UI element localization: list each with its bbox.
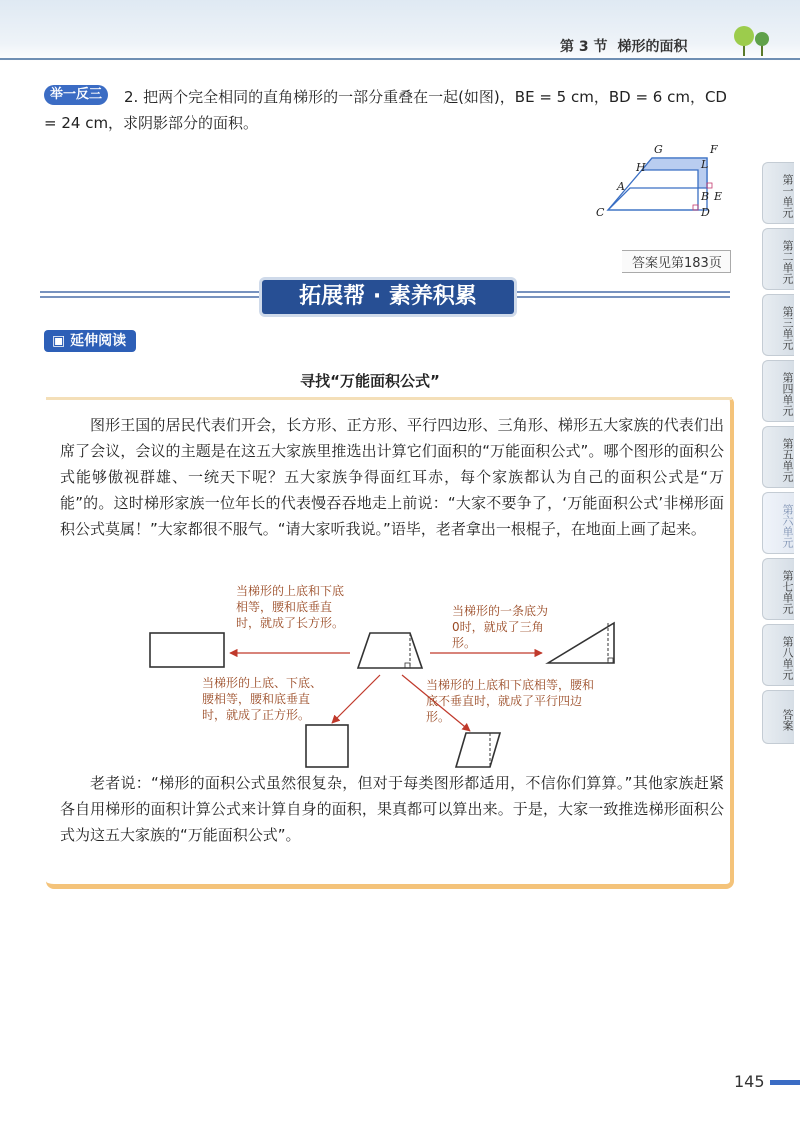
practice-badge: 举一反三 <box>44 85 108 105</box>
label-H: H <box>636 161 646 174</box>
unit-tab-6[interactable]: 第六单元 <box>762 492 794 554</box>
trapezoid-shape <box>358 633 422 668</box>
square-shape <box>306 725 348 767</box>
triangle-shape <box>548 623 614 663</box>
triangle-note: 当梯形的一条底为0时，就成了三角形。 <box>452 604 549 650</box>
reading-box-top-border <box>46 397 732 400</box>
book-icon: ▣ <box>52 333 71 349</box>
label-F: F <box>710 143 718 156</box>
rectangle-note: 当梯形的上底和下底相等，腰和底垂直时，就成了长方形。 <box>236 584 345 630</box>
section-number: 第 3 节 <box>560 39 608 55</box>
label-C: C <box>596 206 605 219</box>
unit-tab-3[interactable]: 第三单元 <box>762 294 794 356</box>
section-banner: 拓展帮 · 素养积累 <box>262 280 514 314</box>
reading-paragraph-2: 老者说：“梯形的面积公式虽然很复杂，但对于每类图形都适用，不信你们算算。”其他家族赶紧各自用梯形的面积计算公式来计算自身的面积，果真都可以算出来。于是，大家一致推选梯形面积公式为这五大家族的“万能面积公式”。 <box>60 774 724 844</box>
label-E: E <box>714 190 723 203</box>
reading-paragraph-1: 图形王国的居民代表们开会，长方形、正方形、平行四边形、三角形、梯形五大家族的代表们出席了会议，会议的主题是在这五大家族里推选出计算它们面积的“万能面积公式”。哪个图形的面积公式能够傲视群雄、一统天下呢？五大家族争得面红耳赤，每个家族都认为自己的面积公式是“万能”的。这时梯形家族一位年长的代表慢吞吞地走上前说：“大家不要争了，‘万能面积公式’非梯形面积公式莫属！”大家都很不服气。“请大家听我说。”语毕，老者拿出一根棍子，在地面上画了起来。 <box>60 416 724 538</box>
header-rule <box>0 58 800 60</box>
article-title: 寻找“万能面积公式” <box>300 372 440 390</box>
chapter-header <box>560 36 698 56</box>
section-title: 梯形的面积 <box>617 39 688 55</box>
unit-tab-8[interactable]: 第八单元 <box>762 624 794 686</box>
unit-tab-1[interactable]: 第一单元 <box>762 162 794 224</box>
tree-icon <box>728 26 772 56</box>
page-number: 145 <box>734 1072 765 1091</box>
unit-tab-9[interactable]: 答案 <box>762 690 794 744</box>
label-D: D <box>701 206 710 219</box>
reading-tag <box>44 330 136 352</box>
rectangle-shape <box>150 633 224 667</box>
unit-tab-2[interactable]: 第二单元 <box>762 228 794 290</box>
label-A: A <box>617 180 625 193</box>
unit-tab-5[interactable]: 第五单元 <box>762 426 794 488</box>
label-L: L <box>701 158 709 171</box>
reading-tag-label: 延伸阅读 <box>70 333 127 349</box>
shape-diagram <box>140 583 660 773</box>
answer-reference: 答案见第183页 <box>622 250 731 273</box>
square-note: 当梯形的上底、下底、腰相等，腰和底垂直时，就成了正方形。 <box>202 676 323 722</box>
parallelogram-note: 当梯形的上底和下底相等，腰和底不垂直时，就成了平行四边形。 <box>426 678 595 724</box>
page-number-bar <box>770 1080 800 1085</box>
label-G: G <box>654 143 663 156</box>
unit-tab-4[interactable]: 第四单元 <box>762 360 794 422</box>
trapezoid-figure <box>590 140 730 222</box>
problem-text: 2. 把两个完全相同的直角梯形的一部分重叠在一起(如图)，BE = 5 cm，BD = 6 cm，CD = 24 cm，求阴影部分的面积。 <box>44 88 727 132</box>
label-B: B <box>701 190 710 203</box>
parallelogram-shape <box>456 733 500 767</box>
unit-tab-7[interactable]: 第七单元 <box>762 558 794 620</box>
